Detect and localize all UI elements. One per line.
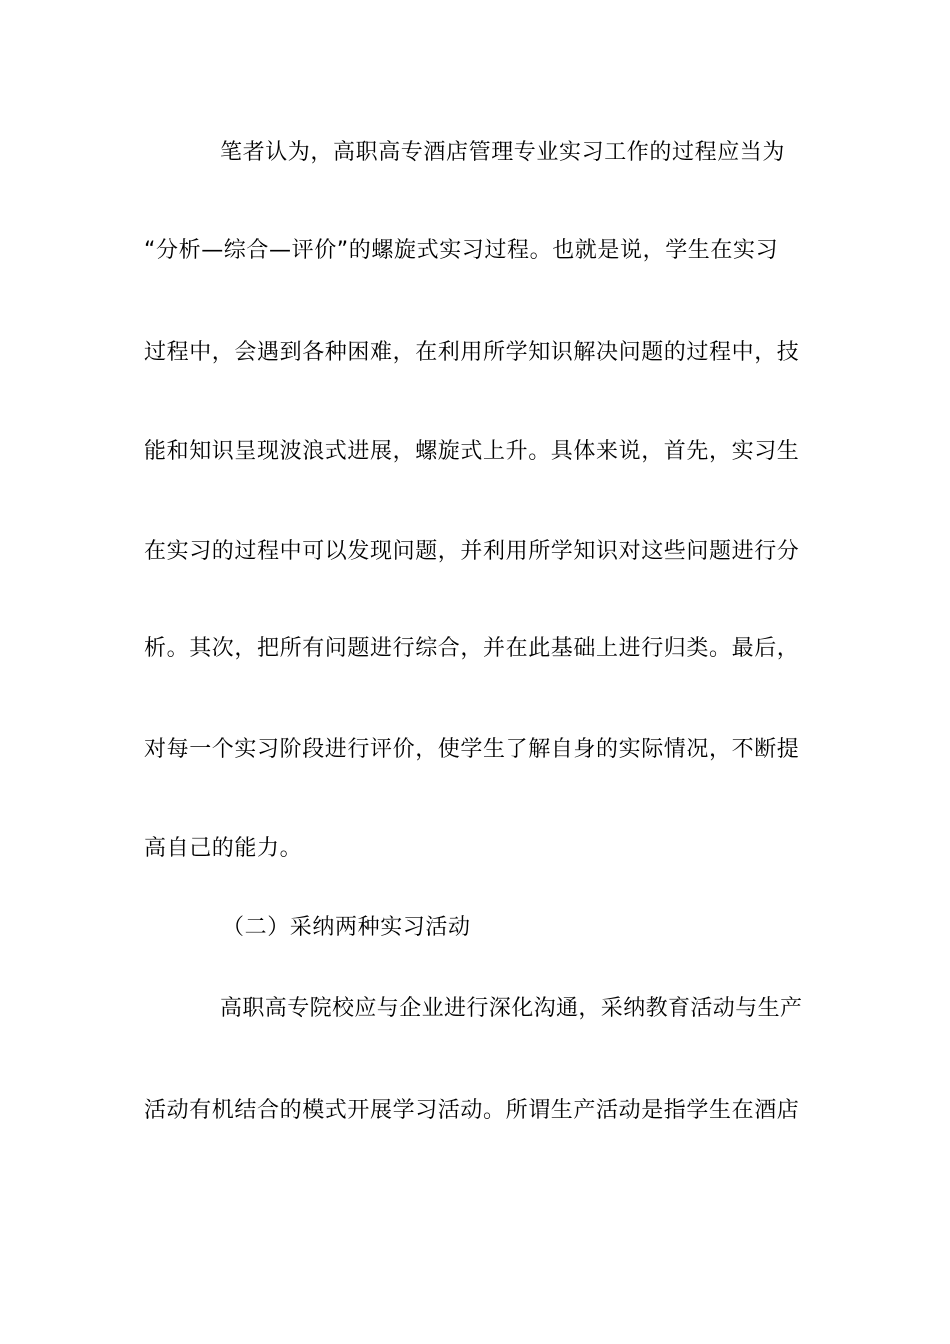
paragraph-1-line-3: 过程中，会遇到各种困难，在利用所学知识解决问题的过程中，技 xyxy=(144,340,800,365)
paragraph-1-line-5: 在实习的过程中可以发现问题，并利用所学知识对这些问题进行分 xyxy=(144,539,800,564)
paragraph-1-line-4: 能和知识呈现波浪式进展，螺旋式上升。具体来说，首先，实习生 xyxy=(144,439,800,464)
paragraph-1-line-7: 对每一个实习阶段进行评价，使学生了解自身的实际情况，不断提 xyxy=(144,737,800,762)
section-heading: （二）采纳两种实习活动 xyxy=(222,915,471,940)
paragraph-2-line-2: 活动有机结合的模式开展学习活动。所谓生产活动是指学生在酒店 xyxy=(144,1098,800,1123)
paragraph-1-line-1: 笔者认为，高职高专酒店管理专业实习工作的过程应当为 xyxy=(220,140,786,165)
paragraph-1-line-8: 高自己的能力。 xyxy=(144,836,303,861)
paragraph-1-line-2: “分析—综合—评价”的螺旋式实习过程。也就是说，学生在实习 xyxy=(144,238,779,263)
paragraph-2-line-1: 高职高专院校应与企业进行深化沟通，采纳教育活动与生产 xyxy=(220,996,803,1021)
paragraph-1-line-6: 析。其次，把所有问题进行综合，并在此基础上进行归类。最后， xyxy=(144,636,800,661)
